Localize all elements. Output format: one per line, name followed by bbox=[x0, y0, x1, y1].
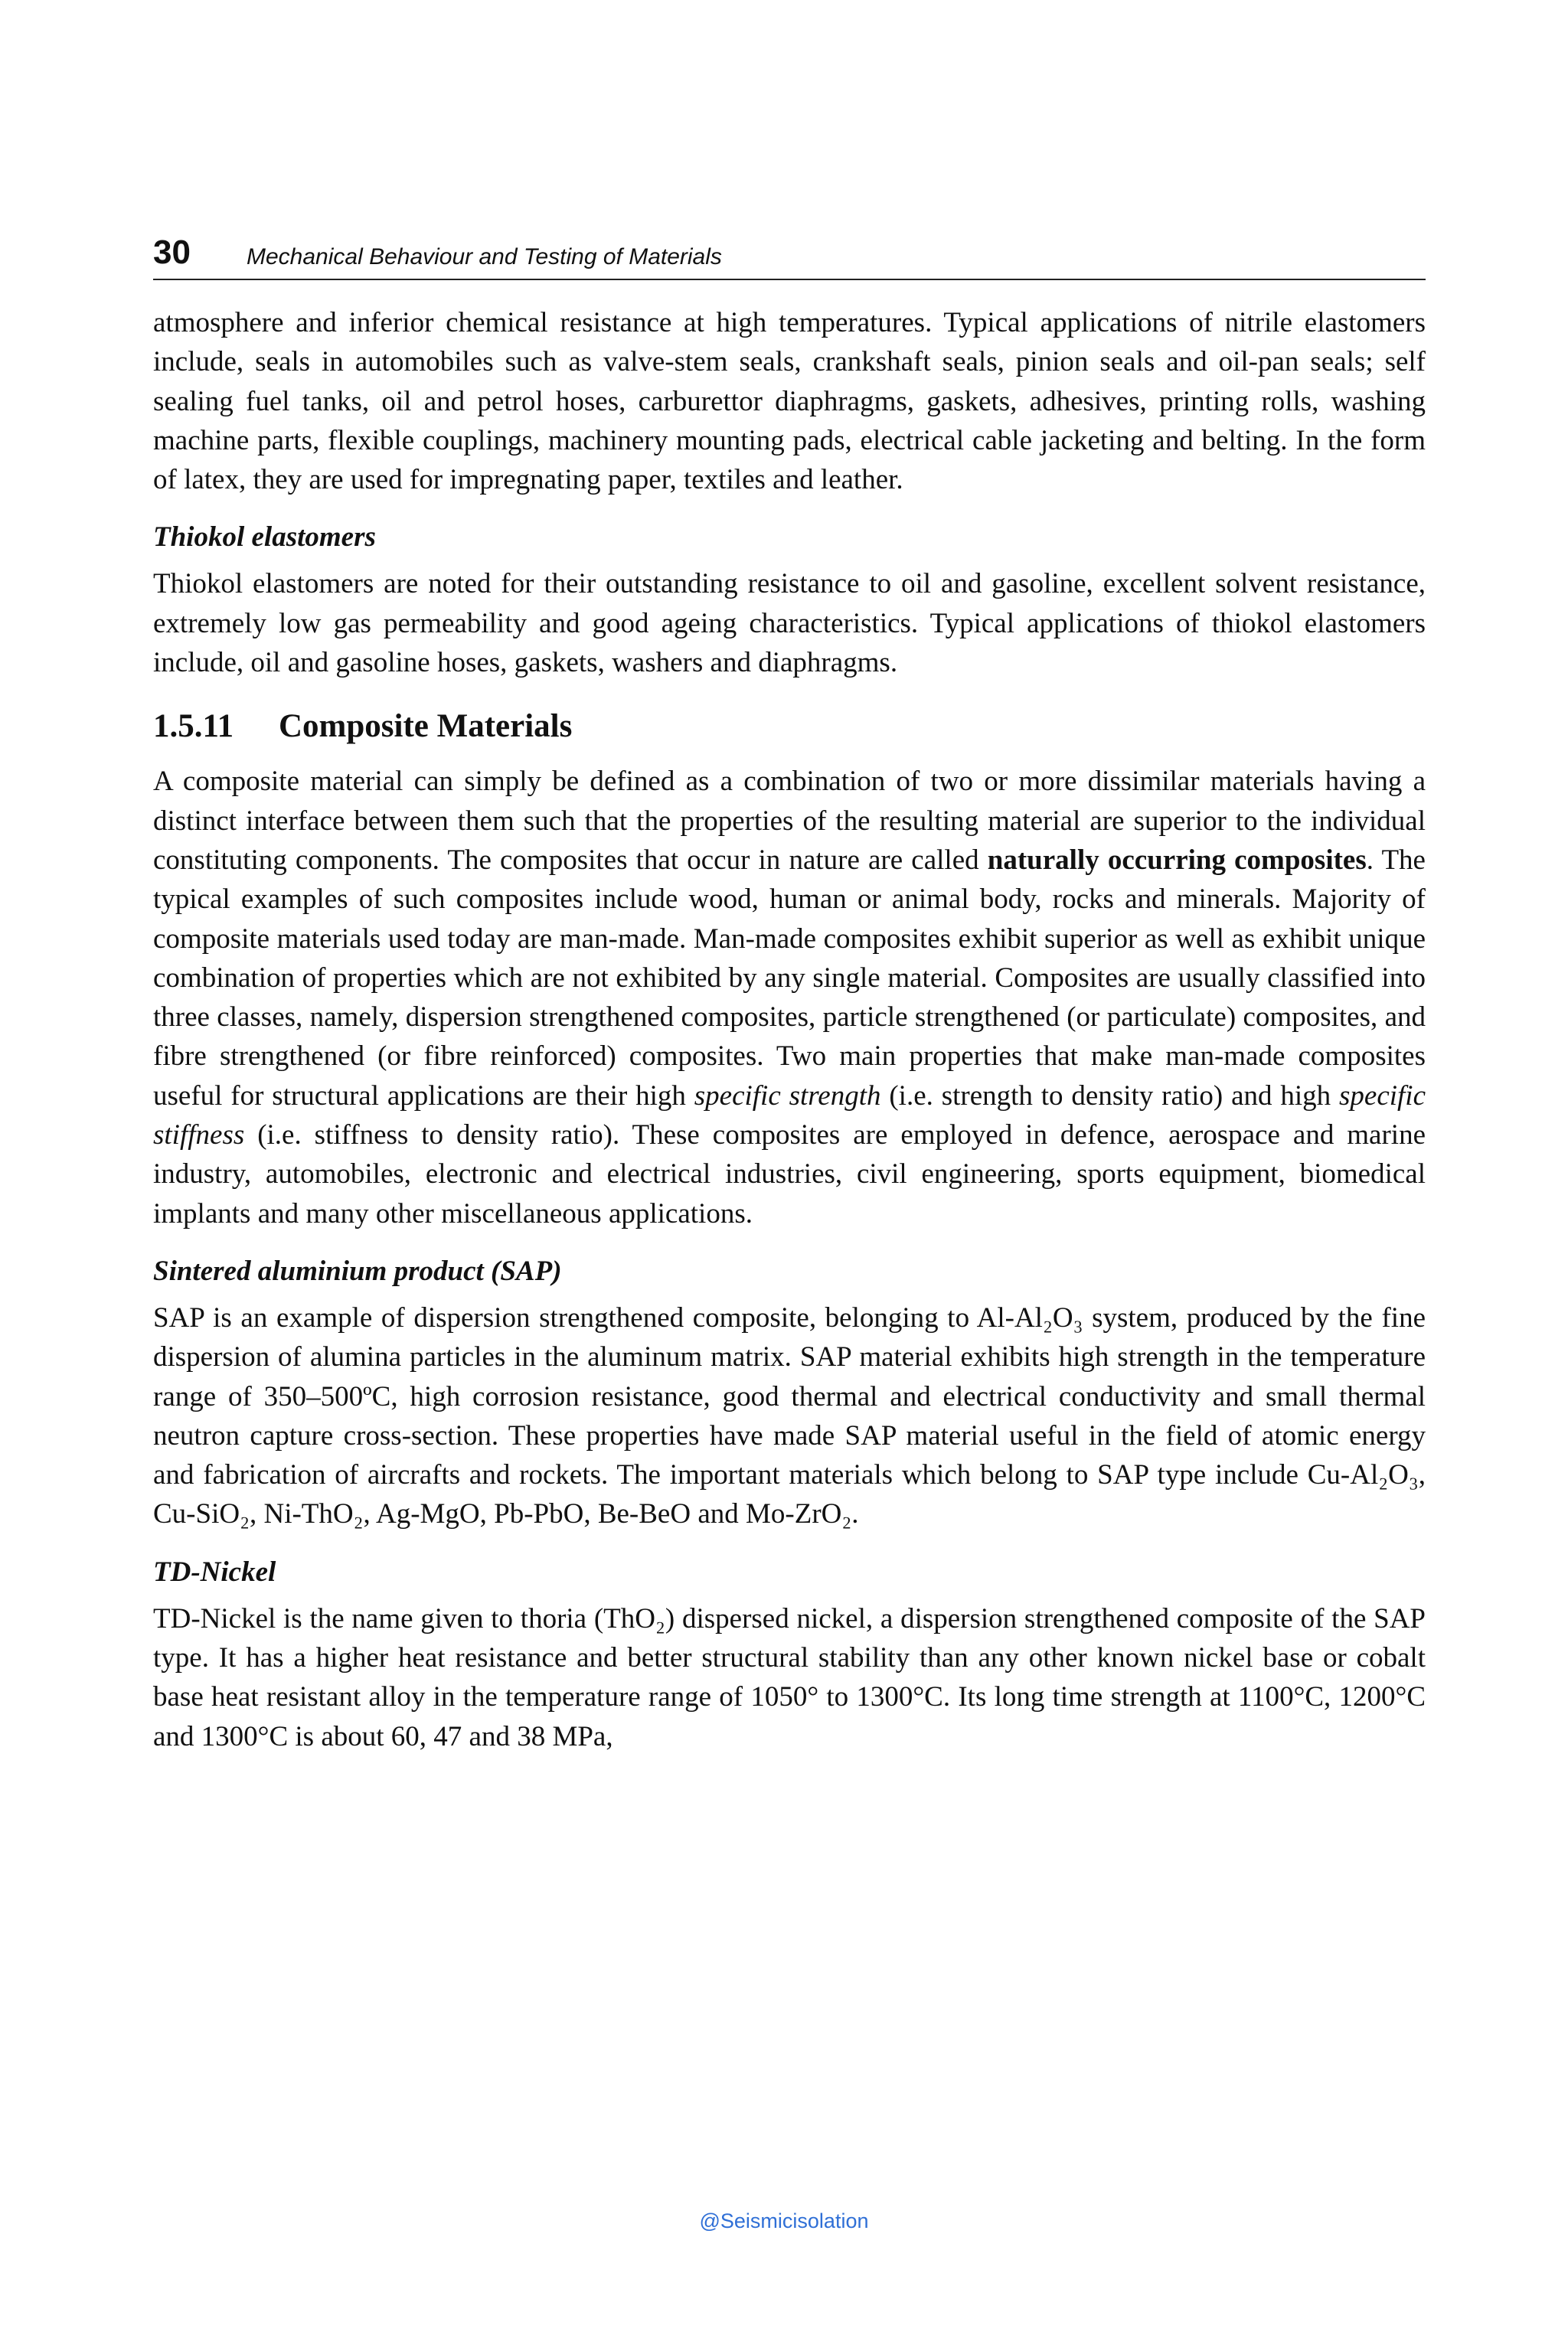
paragraph-composites bbox=[153, 762, 1426, 1233]
composites-italic-term-2: specific stiffness bbox=[153, 1079, 1426, 1151]
section-heading bbox=[153, 705, 1426, 748]
page-header bbox=[153, 230, 1426, 280]
composites-text-4: (i.e. stiffness to density ratio). These composites are employed in defence, aerospace and marine industry, automobiles, electronic and electrical industries, civil engineering, sports equipment, biomedical implants and many other miscellaneous applications. bbox=[153, 1119, 1426, 1230]
paragraph-sap: SAP is an example of dispersion strengthened composite, belonging to Al-Al₂O₃ system, produced by the fine dispersion of alumina particles in the aluminum matrix. SAP material exhibits high strength in the temperature range of 350–500ºC, high corrosion resistance, good thermal and electrical conductivity and small thermal neutron capture cross-section. These properties have made SAP material useful in the field of atomic energy and fabrication of aircrafts and rockets. The important materials which belong to SAP type include Cu-Al₂O₃, Cu-SiO₂, Ni-ThO₂, Ag-MgO, Pb-PbO, Be-BeO and Mo-ZrO₂. bbox=[153, 1301, 1426, 1530]
subheading-td-nickel: TD-Nickel bbox=[153, 1556, 276, 1588]
subheading-sap: Sintered aluminium product (SAP) bbox=[153, 1255, 562, 1287]
composites-italic-term-1: specific strength bbox=[694, 1079, 881, 1112]
page-number: 30 bbox=[153, 234, 191, 271]
paragraph-td-nickel: TD-Nickel is the name given to thoria (ThO₂) dispersed nickel, a dispersion strengthened composite of the SAP type. It has a higher heat resistance and better structural stability than any other known nickel base or cobalt base heat resistant alloy in the temperature range of 1050° to 1300°C. Its long time strength at 1100°C, 1200°C and 1300°C is about 60, 47 and 38 MPa, bbox=[153, 1602, 1426, 1752]
paragraph-nitrile-applications: atmosphere and inferior chemical resistance at high temperatures. Typical applications of nitrile elastomers include, seals in automobiles such as valve-stem seals, crankshaft seals, pinion seals and oil-pan seals; self sealing fuel tanks, oil and petrol hoses, carburettor diaphragms, gaskets, adhesives, printing rolls, washing machine parts, flexible couplings, machinery mounting pads, electrical cable jacketing and belting. In the form of latex, they are used for impregnating paper, textiles and leather. bbox=[153, 307, 1426, 496]
paragraph-thiokol: Thiokol elastomers are noted for their outstanding resistance to oil and gasoline, excellent solvent resistance, extremely low gas permeability and good ageing characteristics. Typical applications of thiokol elastomers include, oil and gasoline hoses, gaskets, washers and diaphragms. bbox=[153, 568, 1426, 679]
page-body bbox=[153, 303, 1426, 1756]
section-title: Composite Materials bbox=[279, 708, 573, 745]
composites-text-1: A composite material can simply be defined as a combination of two or more dissimilar materials having a distinct interface between them such that the properties of the resulting material are superior to the individual constituting components. The composites that occur in nature are called bbox=[153, 766, 1426, 876]
subheading-thiokol: Thiokol elastomers bbox=[153, 521, 376, 554]
composites-bold-term: naturally occurring composites bbox=[987, 844, 1367, 876]
composites-text-3: (i.e. strength to density ratio) and high bbox=[880, 1079, 1339, 1112]
section-number: 1.5.11 bbox=[153, 708, 234, 745]
running-title: Mechanical Behaviour and Testing of Materials bbox=[247, 244, 722, 269]
composites-text-2: . The typical examples of such composites include wood, human or animal body, rocks and minerals. Majority of composite materials used today are man-made. Man-made composites exhibit superior as well as exhibit unique combination of properties which are not exhibited by any single material. Composites are usually classified into three classes, namely, dispersion strengthened composites, particle strengthened (or particulate) composites, and fibre strengthened (or fibre reinforced) composites. Two main properties that make man-made composites useful for structural applications are their high bbox=[153, 844, 1426, 1112]
watermark-text: @Seismicisolation bbox=[699, 2209, 869, 2232]
